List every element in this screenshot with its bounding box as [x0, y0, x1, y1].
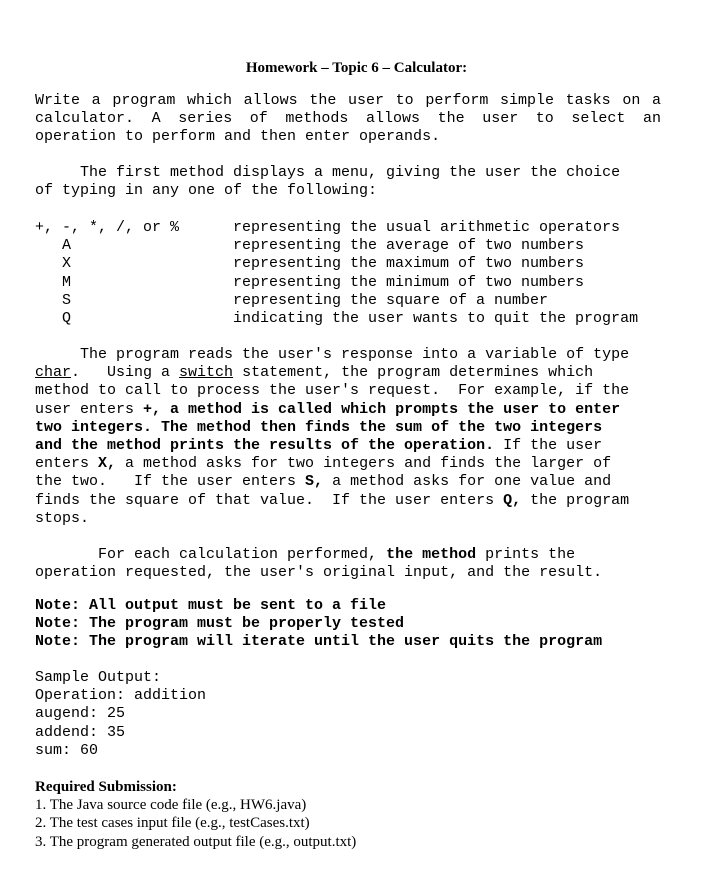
- calculation-text: For each calculation performed,: [35, 546, 387, 563]
- program-bold-text: X,: [98, 455, 117, 473]
- program-text: If the user: [494, 436, 603, 454]
- sample-output-line: sum: 60: [35, 741, 99, 759]
- program-line: [35, 437, 661, 455]
- submission-heading: Required Submission:: [35, 779, 177, 795]
- notes-list: [35, 597, 661, 652]
- submission-item: 3. The program generated output file (e.g., output.txt): [35, 833, 357, 850]
- menu-desc: representing the maximum of two numbers: [233, 255, 585, 273]
- sample-output-line: addend: 35: [35, 723, 126, 741]
- program-bold-text: and the method prints the results of the operation.: [35, 436, 495, 454]
- calculation-text: prints the: [476, 546, 576, 563]
- first-method-line: The first method displays a menu, giving the user the choice: [35, 164, 621, 181]
- calculation-bold-text: the method: [386, 546, 477, 563]
- calculation-line: [35, 546, 661, 564]
- calculation-paragraph: [35, 546, 661, 582]
- menu-key: M: [35, 273, 72, 291]
- menu-item: [35, 310, 661, 328]
- sample-output-line: Sample Output:: [35, 669, 162, 686]
- page-title: Homework – Topic 6 – Calculator:: [245, 60, 468, 76]
- program-text: user enters: [35, 400, 144, 418]
- program-bold-text: Q,: [503, 491, 522, 509]
- note-item: Note: All output must be sent to a file: [35, 597, 387, 614]
- intro-line: operation to perform and then enter operands.: [35, 128, 441, 146]
- program-line: [35, 492, 661, 510]
- menu-desc: representing the minimum of two numbers: [233, 273, 585, 291]
- program-text: a method asks for one value and: [323, 473, 612, 491]
- required-submission: [35, 778, 661, 851]
- program-text: a method asks for two integers and finds the larger of: [116, 455, 612, 473]
- program-line: [35, 364, 661, 382]
- program-text: the two. If the user enters: [35, 473, 306, 491]
- program-text: enters: [35, 455, 99, 473]
- program-text: . Using a: [71, 364, 180, 382]
- intro-line: Write a program which allows the user to perform simple tasks on a: [35, 92, 661, 109]
- program-paragraph: [35, 346, 661, 528]
- sample-output-line: augend: 25: [35, 705, 126, 723]
- program-text: statement, the program determines which: [233, 364, 594, 382]
- submission-item: 2. The test cases input file (e.g., testCases.txt): [35, 815, 310, 832]
- intro-line: calculator. A series of methods allows the user to select an: [35, 110, 661, 128]
- menu-key: X: [35, 255, 72, 273]
- submission-item: 1. The Java source code file (e.g., HW6.java): [35, 797, 307, 814]
- menu-item: [35, 292, 661, 310]
- program-line: method to call to process the user's request. For example, if the: [35, 382, 630, 400]
- menu-item: [35, 237, 661, 255]
- first-method-paragraph: [35, 164, 661, 200]
- menu-key: Q: [35, 309, 72, 327]
- menu-desc: representing the square of a number: [233, 291, 549, 309]
- program-line: two integers. The method then finds the sum of the two integers: [35, 418, 603, 436]
- menu-item: [35, 219, 661, 237]
- program-bold-text: +, a method is called which prompts the user to enter: [143, 400, 621, 418]
- program-line: stops.: [35, 509, 90, 527]
- program-bold-text: S,: [305, 473, 324, 491]
- note-item: Note: The program must be properly tested: [35, 615, 405, 633]
- menu-item: [35, 274, 661, 292]
- menu-item: [35, 255, 661, 273]
- calculation-line: operation requested, the user's original input, and the result.: [35, 564, 603, 582]
- menu-list: [35, 219, 661, 328]
- note-item: Note: The program will iterate until the user quits the program: [35, 633, 603, 651]
- intro-paragraph: [35, 92, 661, 147]
- menu-key: +, -, *, /, or %: [35, 219, 180, 236]
- switch-keyword: switch: [179, 364, 234, 382]
- program-line: [35, 401, 661, 419]
- menu-desc: indicating the user wants to quit the program: [233, 309, 639, 327]
- menu-key: A: [35, 237, 72, 255]
- first-method-line: of typing in any one of the following:: [35, 182, 378, 200]
- program-text: the program: [521, 491, 630, 509]
- program-line: The program reads the user's response into a variable of type: [35, 346, 630, 363]
- sample-output: [35, 669, 661, 760]
- program-text: finds the square of that value. If the user enters: [35, 491, 504, 509]
- menu-desc: representing the average of two numbers: [233, 237, 585, 255]
- menu-desc: representing the usual arithmetic operators: [233, 219, 621, 236]
- sample-output-line: Operation: addition: [35, 687, 207, 705]
- program-line: [35, 455, 661, 473]
- menu-key: S: [35, 291, 72, 309]
- char-keyword: char: [35, 364, 72, 382]
- program-line: [35, 473, 661, 491]
